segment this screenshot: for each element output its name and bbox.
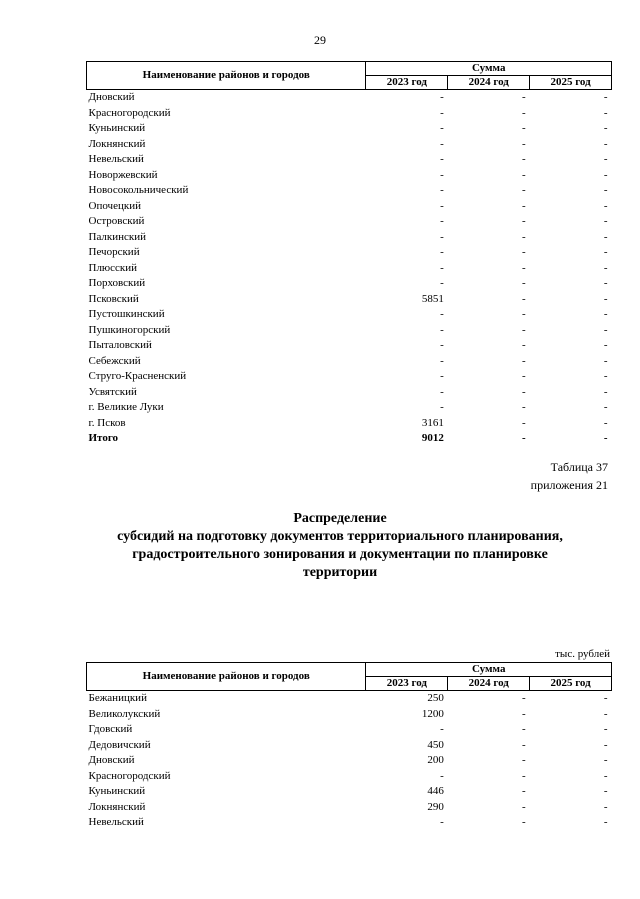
table-row xyxy=(87,722,612,738)
value-2023: 200 xyxy=(427,754,444,766)
district-name: Пыталовский xyxy=(88,339,152,351)
table-row xyxy=(87,323,612,339)
table-row xyxy=(87,292,612,308)
district-name: Великолукский xyxy=(88,707,161,720)
value-2024: - xyxy=(521,106,526,119)
value-2024: - xyxy=(521,261,526,274)
value-2024: - xyxy=(521,184,526,196)
header-year: 2024 год xyxy=(448,76,530,90)
district-name: Невельский xyxy=(88,153,144,165)
value-2024: - xyxy=(521,723,526,735)
value-2024: - xyxy=(521,385,526,398)
value-2024: - xyxy=(521,230,526,243)
title-line: градостроительного зонирования и документации по планировке xyxy=(132,547,548,562)
table-row xyxy=(87,261,612,277)
value-2024: - xyxy=(521,215,526,227)
district-name: Дедовичский xyxy=(88,738,151,751)
value-2023: - xyxy=(440,230,444,243)
title-line: Распределение xyxy=(293,511,387,526)
table-row xyxy=(87,769,612,785)
district-name: Красногородский xyxy=(88,106,171,119)
table-row xyxy=(87,385,612,401)
value-2023: - xyxy=(440,339,444,351)
table-row xyxy=(87,245,612,261)
value-2024: - xyxy=(521,401,526,413)
value-2023: - xyxy=(440,354,444,367)
value-2025: - xyxy=(603,738,608,751)
value-2024: - xyxy=(521,769,526,782)
table-districts-1 xyxy=(86,61,612,447)
value-2023: - xyxy=(440,323,444,336)
value-2024: - xyxy=(521,199,526,212)
district-name: Дновский xyxy=(88,754,135,766)
district-name: Красногородский xyxy=(88,769,171,782)
district-name: Невельский xyxy=(88,816,144,828)
value-2025: - xyxy=(603,401,608,413)
value-2023: - xyxy=(440,137,444,150)
value-2024: - xyxy=(521,754,526,766)
value-2023: 290 xyxy=(427,800,444,813)
value-2025: - xyxy=(603,199,608,212)
district-name: Итого xyxy=(88,432,119,444)
table-note-appendix: приложения 21 xyxy=(530,478,608,492)
value-2024: - xyxy=(521,785,526,797)
table-row xyxy=(87,784,612,800)
value-2024: - xyxy=(521,816,526,828)
district-name: Новосокольнический xyxy=(88,184,189,196)
value-2025: - xyxy=(603,800,608,813)
table-row xyxy=(87,354,612,370)
value-2025: - xyxy=(603,308,608,320)
table-row xyxy=(87,214,612,230)
header-year: 2023 год xyxy=(366,677,448,691)
value-2024: - xyxy=(521,153,526,165)
value-2025: - xyxy=(603,416,608,429)
table-row xyxy=(87,753,612,769)
value-2025: - xyxy=(603,692,608,704)
value-2025: - xyxy=(603,354,608,367)
district-name: Дновский xyxy=(88,91,135,103)
value-2024: - xyxy=(521,168,526,181)
district-name: Островский xyxy=(88,215,145,227)
value-2025: - xyxy=(603,816,608,828)
value-2023: 250 xyxy=(427,692,444,704)
district-name: Локнянский xyxy=(88,800,146,813)
district-name: Куньинский xyxy=(88,785,146,797)
district-name: Опочецкий xyxy=(88,199,141,212)
district-name: Бежаницкий xyxy=(88,692,147,704)
value-2024: - xyxy=(521,122,526,134)
district-name: Псковский xyxy=(88,292,139,305)
value-2024: - xyxy=(521,800,526,813)
value-2024: - xyxy=(521,277,526,289)
value-2024: - xyxy=(521,308,526,320)
value-2025: - xyxy=(603,370,608,382)
value-2024: - xyxy=(521,246,526,258)
header-sum: Сумма xyxy=(366,62,612,76)
value-2023: - xyxy=(440,246,444,258)
table-row xyxy=(87,199,612,215)
value-2023: - xyxy=(440,199,444,212)
value-2023: 3161 xyxy=(421,416,444,429)
value-2025: - xyxy=(603,754,608,766)
district-name: Печорский xyxy=(88,246,140,258)
value-2023: 1200 xyxy=(421,707,444,720)
district-name: Усвятский xyxy=(88,385,137,398)
table-row xyxy=(87,369,612,385)
header-name: Наименование районов и городов xyxy=(87,663,366,691)
value-2025: - xyxy=(603,385,608,398)
table-row xyxy=(87,307,612,323)
value-2025: - xyxy=(603,323,608,336)
district-name: г. Великие Луки xyxy=(88,401,164,413)
table-note xyxy=(531,460,608,493)
value-2023: 446 xyxy=(427,785,444,797)
district-name: Локнянский xyxy=(88,137,146,150)
value-2024: - xyxy=(521,416,526,429)
district-name: Пушкиногорский xyxy=(88,323,171,336)
table-row xyxy=(87,183,612,199)
value-2023: - xyxy=(440,723,444,735)
table-row xyxy=(87,400,612,416)
value-2024: - xyxy=(521,354,526,367)
value-2023: - xyxy=(440,153,444,165)
value-2023: - xyxy=(440,91,444,103)
district-name: Плюсский xyxy=(88,261,138,274)
value-2023: - xyxy=(440,401,444,413)
value-2025: - xyxy=(603,230,608,243)
table-row xyxy=(87,137,612,153)
page-number: 29 xyxy=(314,33,326,47)
table-row xyxy=(87,121,612,137)
value-2023: - xyxy=(440,215,444,227)
value-2023: - xyxy=(440,308,444,320)
value-2025: - xyxy=(603,785,608,797)
value-2024: - xyxy=(521,91,526,103)
value-2024: - xyxy=(521,137,526,150)
value-2025: - xyxy=(603,707,608,720)
unit-label: тыс. рублей xyxy=(555,648,610,660)
document-title xyxy=(60,510,620,582)
total-row xyxy=(87,431,612,447)
value-2025: - xyxy=(603,91,608,103)
value-2025: - xyxy=(603,153,608,165)
table-row xyxy=(87,707,612,723)
value-2025: - xyxy=(603,432,608,444)
district-name: Палкинский xyxy=(88,230,147,243)
value-2023: - xyxy=(440,277,444,289)
value-2025: - xyxy=(603,723,608,735)
value-2025: - xyxy=(603,168,608,181)
table-row xyxy=(87,168,612,184)
table-row xyxy=(87,338,612,354)
header-year: 2025 год xyxy=(530,677,612,691)
table-row xyxy=(87,800,612,816)
value-2025: - xyxy=(603,292,608,305)
value-2024: - xyxy=(521,692,526,704)
table-row xyxy=(87,738,612,754)
table-districts-2 xyxy=(86,662,612,831)
value-2024: - xyxy=(521,292,526,305)
header-sum: Сумма xyxy=(366,663,612,677)
header-name: Наименование районов и городов xyxy=(87,62,366,90)
district-name: Гдовский xyxy=(88,723,133,735)
value-2023: 9012 xyxy=(421,432,444,444)
value-2024: - xyxy=(521,370,526,382)
value-2023: - xyxy=(440,370,444,382)
value-2025: - xyxy=(603,246,608,258)
table-row xyxy=(87,230,612,246)
district-name: г. Псков xyxy=(88,416,126,429)
district-name: Куньинский xyxy=(88,122,146,134)
value-2023: - xyxy=(440,184,444,196)
value-2023: - xyxy=(440,122,444,134)
table-row xyxy=(87,416,612,432)
title-line: территории xyxy=(302,565,378,580)
district-name: Новоржевский xyxy=(88,168,158,181)
value-2023: - xyxy=(440,385,444,398)
value-2025: - xyxy=(603,261,608,274)
table-row xyxy=(87,152,612,168)
value-2025: - xyxy=(603,769,608,782)
value-2025: - xyxy=(603,184,608,196)
value-2023: 450 xyxy=(427,738,444,751)
value-2024: - xyxy=(521,339,526,351)
value-2023: - xyxy=(440,769,444,782)
value-2025: - xyxy=(603,215,608,227)
district-name: Себежский xyxy=(88,354,141,367)
table-note-number: Таблица 37 xyxy=(550,460,608,474)
value-2024: - xyxy=(521,432,526,444)
table-row xyxy=(87,90,612,106)
district-name: Струго-Красненский xyxy=(88,370,187,382)
table-row xyxy=(87,276,612,292)
value-2024: - xyxy=(521,707,526,720)
value-2023: - xyxy=(440,168,444,181)
header-year: 2023 год xyxy=(366,76,448,90)
table-row xyxy=(87,106,612,122)
value-2025: - xyxy=(603,339,608,351)
value-2025: - xyxy=(603,122,608,134)
value-2023: - xyxy=(440,816,444,828)
table-row xyxy=(87,691,612,707)
header-year: 2025 год xyxy=(530,76,612,90)
header-year: 2024 год xyxy=(448,677,530,691)
value-2024: - xyxy=(521,323,526,336)
value-2025: - xyxy=(603,277,608,289)
title-line: субсидий на подготовку документов территориального планирования, xyxy=(117,529,563,544)
value-2024: - xyxy=(521,738,526,751)
district-name: Пустошкинский xyxy=(88,308,165,320)
value-2025: - xyxy=(603,137,608,150)
value-2023: 5851 xyxy=(421,292,444,305)
value-2025: - xyxy=(603,106,608,119)
district-name: Порховский xyxy=(88,277,146,289)
table-row xyxy=(87,815,612,831)
value-2023: - xyxy=(440,106,444,119)
value-2023: - xyxy=(440,261,444,274)
